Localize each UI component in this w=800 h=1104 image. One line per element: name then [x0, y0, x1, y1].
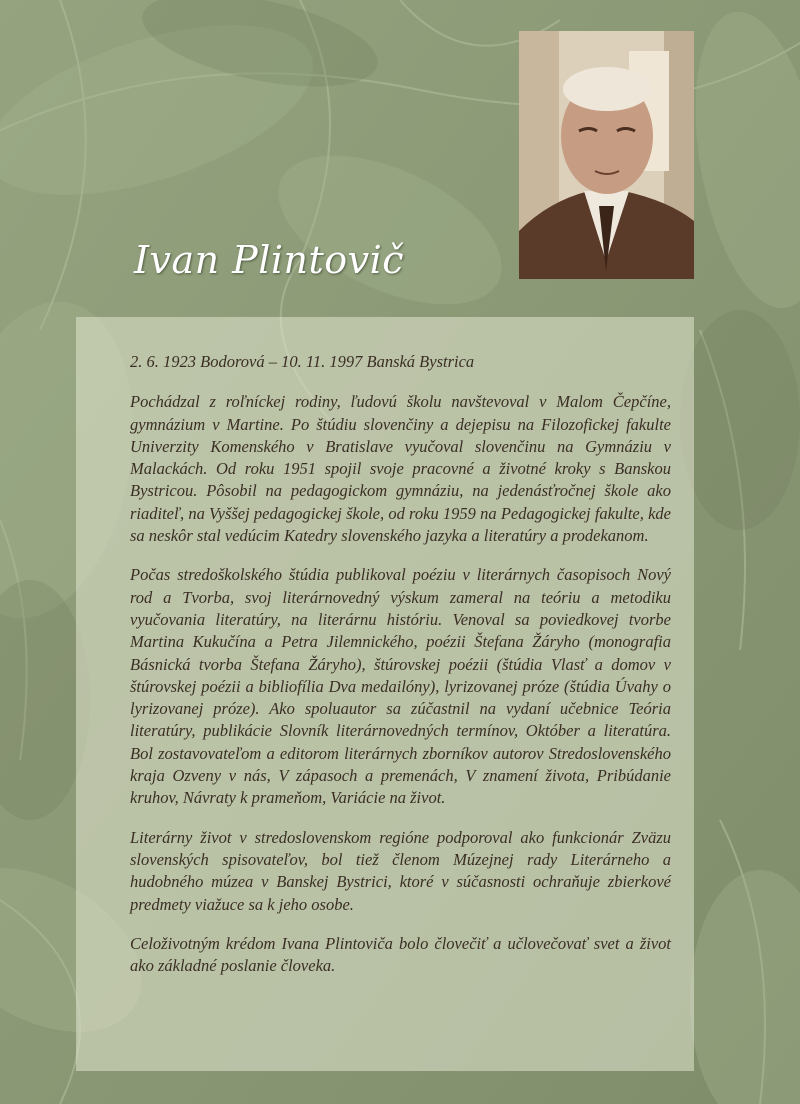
paragraph-literary-life: Literárny život v stredoslovenskom regióne podporoval ako funkcionár Zväzu slovenských spisovateľov, bol tiež členom Múzejnej rady Literárneho a hudobného múzea v Banskej Bystrici, ktoré v súčasnosti ochraňuje zbierkové predmety viažuce sa k jeho osobe.: [130, 827, 671, 914]
portrait-photo: [519, 31, 694, 279]
paragraph-origin: Pochádzal z roľníckej rodiny, ľudovú školu navštevoval v Malom Čepčíne, gymnázium v Martine. Po štúdiu slovenčiny a dejepisu na Filozofickej fakulte Univerzity Komenského v Bratislave vyučoval slovenčinu na Gymnáziu v Malackách. Od roku 1951 spojil svoje pracovné a životné kroky s Banskou Bystricou. Pôsobil na pedagogickom gymnáziu, na jedenásťročnej škole ako riaditeľ, na Vyššej pedagogickej škole, od roku 1959 na Pedagogickej fakulte, kde sa neskôr stal vedúcim Katedry slovenského jazyka a literatúry a prodekanom.: [130, 392, 671, 546]
life-dates: 2. 6. 1923 Bodorová – 10. 11. 1997 Banská Bystrica: [130, 352, 475, 371]
biography-panel: [76, 317, 694, 1071]
paragraph-credo: Celoživotným krédom Ivana Plintoviča bolo človečiť a učlovečovať svet a život ako základné poslanie človeka.: [130, 933, 671, 976]
paragraph-works: Počas stredoškolského štúdia publikoval poéziu v literárnych časopisoch Nový rod a Tvorba, svoj literárnovedný výskum zameral na teóriu a metodiku vyučovania literatúry, na literárnu históriu. Venoval sa poviedkovej tvorbe Martina Kukučína a Petra Jilemnického, poézii Štefana Žáryho (monografia Básnická tvorba Štefana Žáryho), štúrovskej poézii (štúdia Vlasť a domov v štúrovskej poézii a bibliofília Dva medailóny), lyrizovanej próze (štúdia Úvahy o lyrizovanej próze). Ako spoluautor sa zúčastnil na vydaní učebnice Teória literatúry, publikácie Slovník literárnovedných termínov, Október a literatúra. Bol zostavovateľom a editorom literárnych zborníkov autorov Stredoslovenského kraja Ozveny v nás, V zápasoch a premenách, V znamení života, Pribúdanie kruhov, Návraty k prameňom, Variácie na život.: [130, 565, 671, 808]
biography-text: [130, 351, 671, 994]
person-name: Ivan Plintovič: [134, 238, 405, 282]
